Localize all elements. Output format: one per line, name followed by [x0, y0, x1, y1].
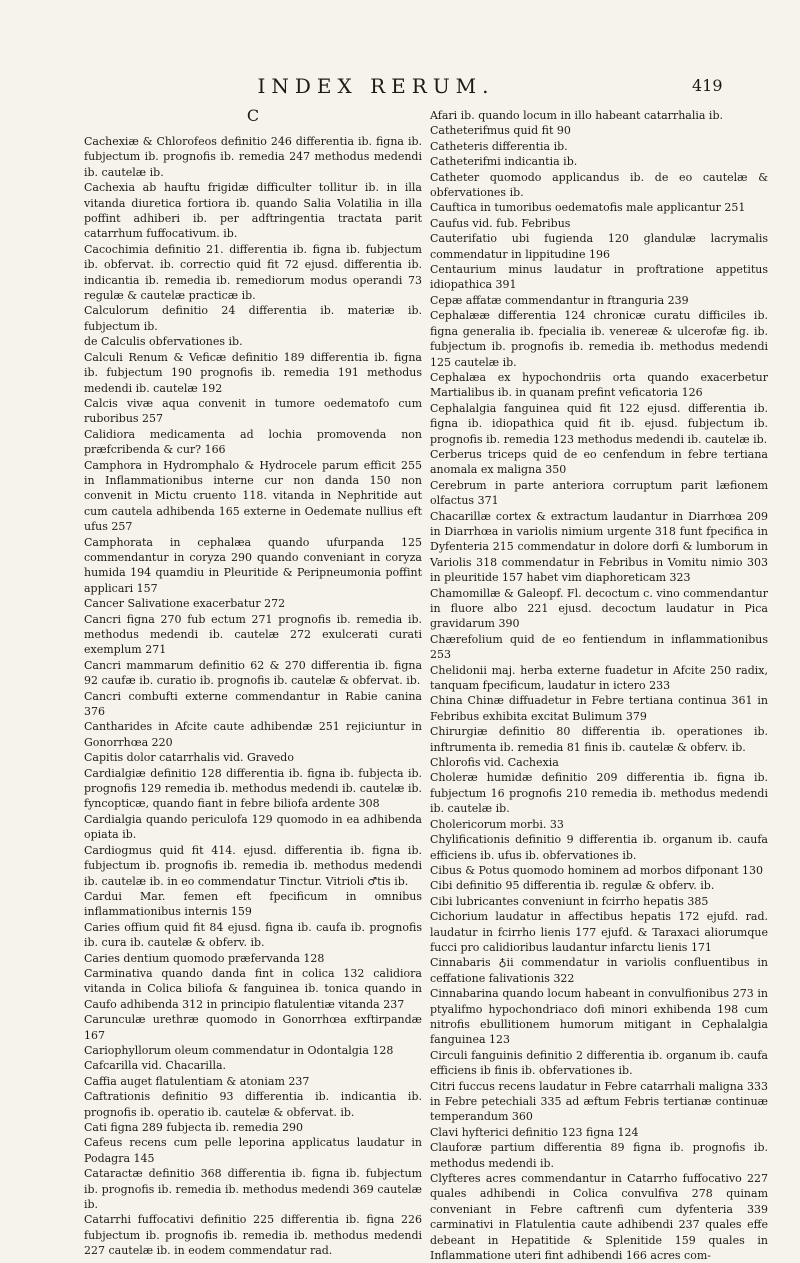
- index-entry: Cibus & Potus quomodo hominem ad morbos difponant 130: [430, 863, 764, 877]
- index-entry: Cerebrum in parte anteriora corruptum parit læfionem olfactus 371: [430, 478, 768, 508]
- index-entry: Caries offium quid fit 84 ejusd. figna ib. caufa ib. prognofis ib. cura ib. cautelæ & obferv. ib.: [84, 920, 422, 950]
- index-columns: [0, 106, 800, 1263]
- index-entry: Cholericorum morbi. 33: [430, 817, 564, 831]
- index-entry: Circuli fanguinis definitio 2 differentia ib. organum ib. caufa efficiens ib finis ib. obfervationes ib.: [430, 1048, 768, 1078]
- index-entry: Cafeus recens cum pelle leporina applicatus laudatur in Podagra 145: [84, 1136, 422, 1165]
- index-entry: Cariophyllorum oleum commendatur in Odontalgia 128: [84, 1043, 394, 1057]
- index-entry: Cacochimia definitio 21. differentia ib. figna ib. fubjectum ib. obfervat. ib. correctio quid fit 72 ejusd. differentia ib. indicantia ib. remedia ib. remediorum modus operandi 73 regulæ & cautelæ practicæ ib.: [84, 242, 422, 303]
- index-entry: Choleræ humidæ definitio 209 differentia ib. figna ib. fubjectum 16 prognofis 210 remedia ib. methodus medendi ib. cautelæ ib.: [430, 771, 768, 816]
- index-entry: Cepæ affatæ commendantur in ftranguria 239: [430, 293, 689, 307]
- index-entry: Chylificationis definitio 9 differentia ib. organum ib. caufa efficiens ib. ufus ib. obfervationes ib.: [430, 833, 768, 862]
- index-entry: Cardialgia quando periculofa 129 quomodo in ea adhibenda opiata ib.: [84, 812, 422, 842]
- index-entry: Caries dentium quomodo præfervanda 128: [84, 951, 325, 965]
- index-entry: Calculi Renum & Veficæ definitio 189 differentia ib. figna ib. fubjectum 190 prognofis ib. remedia 191 methodus medendi ib. cautelæ 192: [84, 350, 422, 395]
- index-entry: Catheterifmi indicantia ib.: [430, 155, 578, 169]
- index-entry: Cardialgiæ definitio 128 differentia ib. figna ib. fubjecta ib. prognofis 129 remedia ib. methodus medendi ib. cautelæ ib. fyncopticæ, quando fiant in febre biliofa ardente 308: [84, 766, 422, 811]
- index-entry: Afari ib. quando locum in illo habeant catarrhalia ib.: [430, 109, 723, 122]
- index-entry: Caufus vid. fub. Febribus: [430, 216, 571, 230]
- index-entry: Cachexiæ & Chlorofeos definitio 246 differentia ib. figna ib. fubjectum ib. prognofis ib. remedia 247 methodus medendi ib. cautelæ ib.: [84, 135, 422, 179]
- index-entry: Catheter quomodo applicandus ib. de eo cautelæ & obfervationes ib.: [430, 170, 768, 200]
- index-entry: Caftrationis definitio 93 differentia ib. indicantia ib. prognofis ib. operatio ib. cautelæ & obfervat. ib.: [84, 1090, 422, 1119]
- index-entry: Chirurgiæ definitio 80 differentia ib. operationes ib. inftrumenta ib. remedia 81 finis ib. cautelæ & obferv. ib.: [430, 725, 768, 754]
- index-entry: Cauftica in tumoribus oedematofis male applicantur 251: [430, 201, 746, 215]
- index-entry: Cinnabarina quando locum habeant in convulfionibus 273 in ptyalifmo hypochondriaco dofi minori exhibenda 198 cum nitrofis ebullitionem humorum mitigant in Cephalalgia fanguinea 123: [430, 987, 768, 1047]
- index-entry: Cauterifatio ubi fugienda 120 glandulæ lacrymalis commendatur in lippitudine 196: [430, 232, 768, 261]
- index-entry: Cachexia ab hauftu frigidæ difficulter tollitur ib. in illa vitanda diuretica fortiora ib. quando Salia Volatilia in illa poffint adhiberi ib. per adftringentia tractata parit catarrhum fuffocativum. ib.: [84, 181, 422, 241]
- index-entry: Cardui Mar. femen eft fpecificum in omnibus inflammationibus internis 159: [84, 889, 422, 919]
- index-entry: Cerberus triceps quid de eo cenfendum in febre tertiana anomala ex maligna 350: [430, 447, 768, 477]
- index-entry: Cancri figna 270 fub ectum 271 prognofis ib. remedia ib. methodus medendi ib. cautelæ 272 exulcerati curati exemplum 271: [84, 612, 422, 657]
- index-entry: Cinnabaris ♁ii commendatur in variolis confluentibus in ceffatione falivationis 322: [430, 956, 768, 985]
- index-entry: Cati figna 289 fubjecta ib. remedia 290: [84, 1121, 304, 1134]
- index-entry: Camphora in Hydromphalo & Hydrocele parum efficit 255 in Inflammationibus interne cur non danda 150 non convenit in Mictu cruento 118. vitanda in Nephritide aut cum cautela adhibenda 165 externe in Oedemate nullius eft ufus 257: [84, 458, 422, 534]
- page-header: [0, 74, 800, 104]
- index-entry: Cataractæ definitio 368 differentia ib. figna ib. fubjectum ib. prognofis ib. remedia ib. methodus medendi 369 cautelæ ib.: [84, 1167, 422, 1212]
- index-entry: Capitis dolor catarrhalis vid. Gravedo: [84, 751, 294, 765]
- left-column: [84, 106, 422, 1258]
- index-entry: Cantharides in Afcite caute adhibendæ 251 rejiciuntur in Gonorrhœa 220: [84, 720, 422, 749]
- index-entry: Chelidonii maj. herba externe fuadetur in Afcite 250 radix, tanquam fpecificum, laudatur in ictero 233: [430, 663, 768, 693]
- index-entry: China Chinæ diffuadetur in Febre tertiana continua 361 in Febribus exhibita excitat Bulimum 379: [430, 694, 768, 723]
- index-entry: Carminativa quando danda fint in colica 132 calidiora vitanda in Colica biliofa & fanguinea ib. tonica quando in Caufo adhibenda 312 in principio flatulentiæ vitanda 237: [84, 966, 422, 1011]
- index-entry: Catheteris differentia ib.: [430, 139, 568, 153]
- index-entry: Chlorofis vid. Cachexia: [430, 756, 559, 770]
- index-entry: Clavi hyfterici definitio 123 figna 124: [430, 1125, 639, 1139]
- index-entry: Cancri mammarum definitio 62 & 270 differentia ib. figna 92 caufæ ib. curatio ib. prognofis ib. cautelæ & obfervat. ib.: [84, 658, 422, 688]
- index-entry: Catarrhi fuffocativi definitio 225 differentia ib. figna 226 fubjectum ib. prognofis ib. remedia ib. methodus medendi 227 cautelæ ib. in eodem commendatur rad.: [84, 1213, 422, 1258]
- index-entry: Calculorum definitio 24 differentia ib. materiæ ib. fubjectum ib.: [84, 304, 422, 333]
- running-title: INDEX RERUM.: [257, 74, 495, 98]
- index-entry: Cancri combufti externe commendantur in Rabie canina 376: [84, 689, 422, 719]
- index-entry: Catheterifmus quid fit 90: [430, 124, 571, 138]
- index-entry: Camphorata in cephalæa quando ufurpanda 125 commendantur in coryza 290 quando conveniant in coryza humida 194 quamdiu in Pleuritide & Peripneumonia poffint applicari 157: [84, 535, 422, 595]
- index-entry: Cibi lubricantes conveniunt in fcirrho hepatis 385: [430, 894, 709, 908]
- index-entry: Chærefolium quid de eo fentiendum in inflammationibus 253: [430, 632, 768, 662]
- index-entry: Clyfteres acres commendantur in Catarrho fuffocativo 227 quales adhibendi in Colica convulfiva 278 quinam conveniant in Febre caftrenfi cum dyfenteria 339 carminativi in Flatulentia caute adhibendi 237 quales effe debeant in Hepatitide & Splenitide 159 quales in Inflammatione uteri fint adhibendi 166 acres com-: [430, 1172, 768, 1263]
- index-entry: Cephalæa ex hypochondriis orta quando exacerbetur Martialibus ib. in quanam prefint veficatoria 126: [430, 370, 768, 400]
- section-letter: C: [246, 106, 260, 125]
- index-entry: Chacarillæ cortex & extractum laudantur in Diarrhœa 209 in Diarrhœa in variolis nimium urgente 318 funt fpecifica in Dyfenteria 215 commendatur in dolore dorfi & lumborum in Variolis 318 commendatur in Febribus in Vomitu nimio 303 in pleuritide 157 habet vim diaphoreticam 323: [430, 509, 768, 585]
- index-entry: Cephalalgia fanguinea quid fit 122 ejusd. differentia ib. figna ib. idiopathica quid fit ib. ejusd. fubjectum ib. prognofis ib. remedia 123 methodus medendi ib. cautelæ ib.: [430, 401, 768, 446]
- index-entry: Calidiora medicamenta ad lochia promovenda non præfcribenda & cur? 166: [84, 427, 422, 457]
- index-entry: Carunculæ urethræ quomodo in Gonorrhœa exftirpandæ 167: [84, 1013, 422, 1042]
- index-entry: Cardiogmus quid fit 414. ejusd. differentia ib. figna ib. fubjectum ib. prognofis ib. remedia ib. methodus medendi ib. cautelæ ib. in eo commendatur Tinctur. Vitrioli ♂tis ib.: [84, 843, 422, 888]
- index-entry: Cichorium laudatur in affectibus hepatis 172 ejufd. rad. laudatur in fcirrho lienis 177 ejufd. & Taraxaci aliorumque fucci pro calidioribus laudantur infarctu lienis 171: [430, 910, 768, 954]
- index-entry: Calcis vivæ aqua convenit in tumore oedematofo cum ruboribus 257: [84, 396, 422, 426]
- index-entry: Citri fuccus recens laudatur in Febre catarrhali maligna 333 in Febre petechiali 335 ad æftum Febris tertianæ continuæ temperandum 360: [430, 1079, 768, 1124]
- page-number: 419: [692, 76, 723, 95]
- index-entry: Chamomillæ & Galeopf. Fl. decoctum c. vino commendantur in fluore albo 221 ejusd. decoctum laudatur in Pica gravidarum 390: [430, 586, 768, 631]
- index-entry: Cephalææ differentia 124 chronicæ curatu difficiles ib. figna generalia ib. fpecialia ib. venereæ & ulcerofæ fig. ib. fubjectum ib. prognofis ib. remedia ib. methodus medendi 125 cautelæ ib.: [430, 309, 768, 369]
- right-column: [430, 108, 768, 1263]
- index-entry: Clauforæ partium differentia 89 figna ib. prognofis ib. methodus medendi ib.: [430, 1141, 768, 1170]
- index-entry: Cancer Salivatione exacerbatur 272: [84, 597, 286, 611]
- index-entry: Centaurium minus laudatur in proftratione appetitus idiopathica 391: [430, 263, 768, 292]
- index-entry: de Calculis obfervationes ib.: [84, 335, 243, 349]
- index-entry: Cibi definitio 95 differentia ib. regulæ & obferv. ib.: [430, 879, 715, 893]
- index-entry: Caffia auget flatulentiam & atoniam 237: [84, 1074, 310, 1088]
- index-entry: Cafcarilla vid. Chacarilla.: [84, 1059, 227, 1073]
